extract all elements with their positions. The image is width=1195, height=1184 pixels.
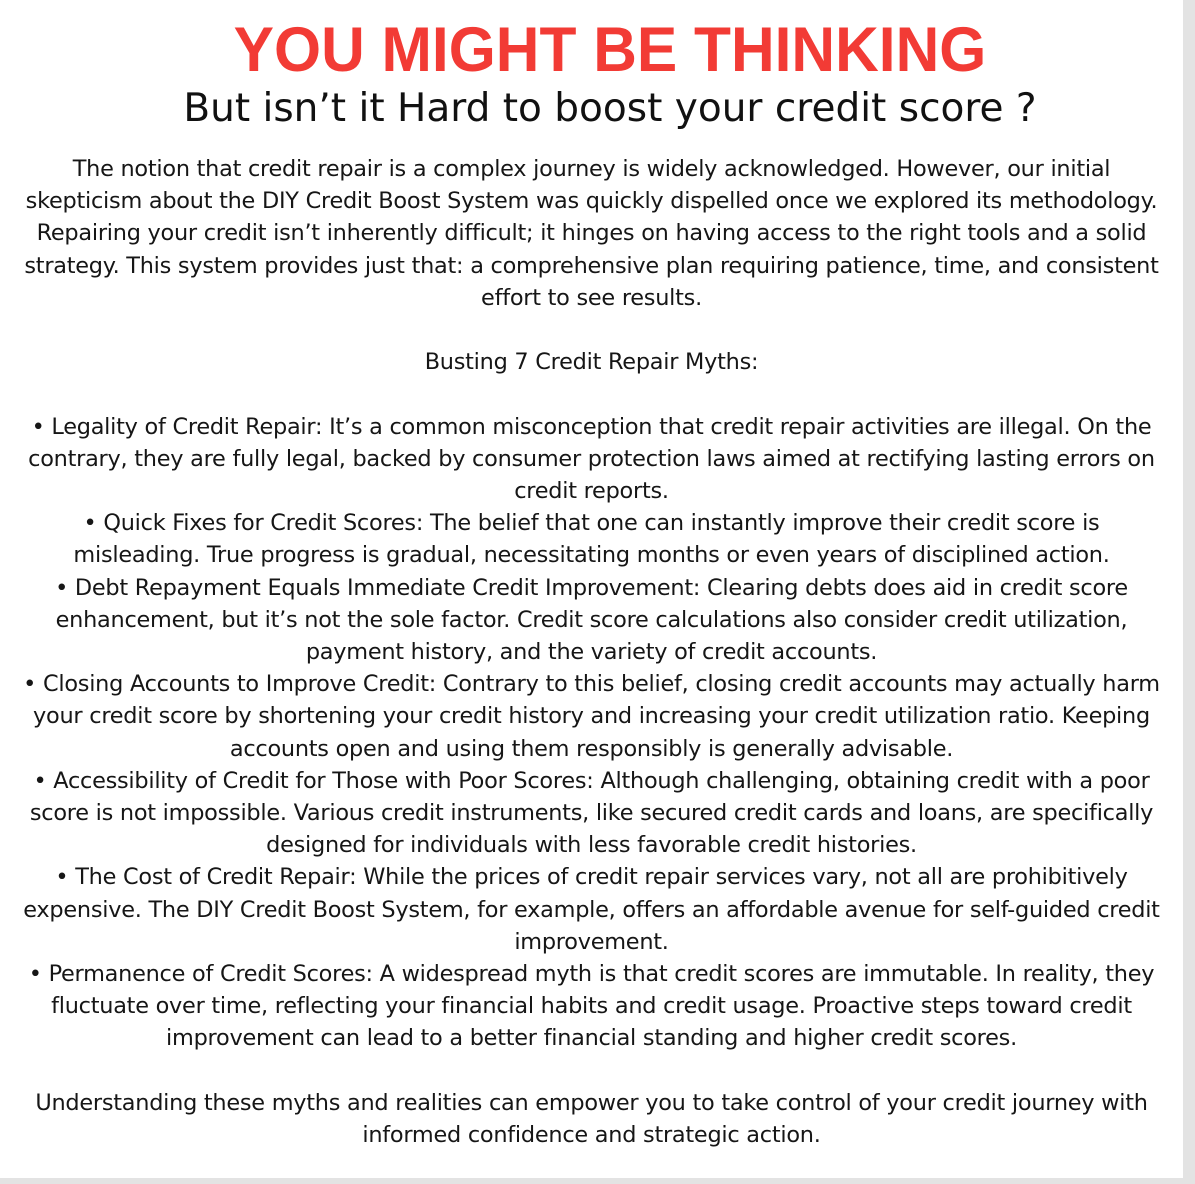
- myths-heading: Busting 7 Credit Repair Myths:: [424, 349, 759, 376]
- spacer: [18, 314, 1165, 346]
- intro-paragraph: The notion that credit repair is a complex journey is widely acknowledged. However, our initial skepticism about the DIY Credit Boost System was quickly dispelled once we explored its methodology. Repairing your credit isn’t inherently difficult; it hinges on having access to the right tools and a solid strategy. This system provides just that: a comprehensive plan requiring patience, time, and consistent effort to see results.: [24, 156, 1159, 311]
- myth-item-cost: • The Cost of Credit Repair: While the prices of credit repair services vary, not all are prohibitively expensive. The DIY Credit Boost System, for example, offers an affordable avenue for self-guided credit improvement.: [18, 861, 1165, 958]
- body-text: [18, 153, 1165, 1151]
- conclusion-paragraph: Understanding these myths and realities can empower you to take control of your credit journey with informed confidence and strategic action.: [35, 1089, 1148, 1149]
- myth-item-closing-accounts: • Closing Accounts to Improve Credit: Contrary to this belief, closing credit accounts may actually harm your credit score by shortening your credit history and increasing your credit utilization ratio. Keeping accounts open and using them responsibly is generally advisable.: [18, 668, 1165, 765]
- spacer: [18, 1055, 1165, 1087]
- myth-item-accessibility: • Accessibility of Credit for Those with Poor Scores: Although challenging, obtaining credit with a poor score is not impossible. Various credit instruments, like secured credit cards and loans, are specifically designed for individuals with less favorable credit histories.: [18, 765, 1165, 862]
- myth-item-legality: • Legality of Credit Repair: It’s a common misconception that credit repair activities are illegal. On the contrary, they are fully legal, backed by consumer protection laws aimed at rectifying lasting errors on credit reports.: [18, 411, 1165, 508]
- myth-item-permanence: • Permanence of Credit Scores: A widespread myth is that credit scores are immutable. In reality, they fluctuate over time, reflecting your financial habits and credit usage. Proactive steps toward credit improvement can lead to a better financial standing and higher credit scores.: [18, 958, 1165, 1055]
- headline: YOU MIGHT BE THINKING: [233, 15, 987, 85]
- spacer: [18, 378, 1165, 410]
- myth-item-quick-fixes: • Quick Fixes for Credit Scores: The belief that one can instantly improve their credit score is misleading. True progress is gradual, necessitating months or even years of disciplined action.: [18, 507, 1165, 571]
- subheadline: But isn’t it Hard to boost your credit score ?: [183, 86, 1037, 131]
- myth-item-debt-repayment: • Debt Repayment Equals Immediate Credit Improvement: Clearing debts does aid in credit score enhancement, but it’s not the sole factor. Credit score calculations also consider credit utilization, payment history, and the variety of credit accounts.: [18, 572, 1165, 669]
